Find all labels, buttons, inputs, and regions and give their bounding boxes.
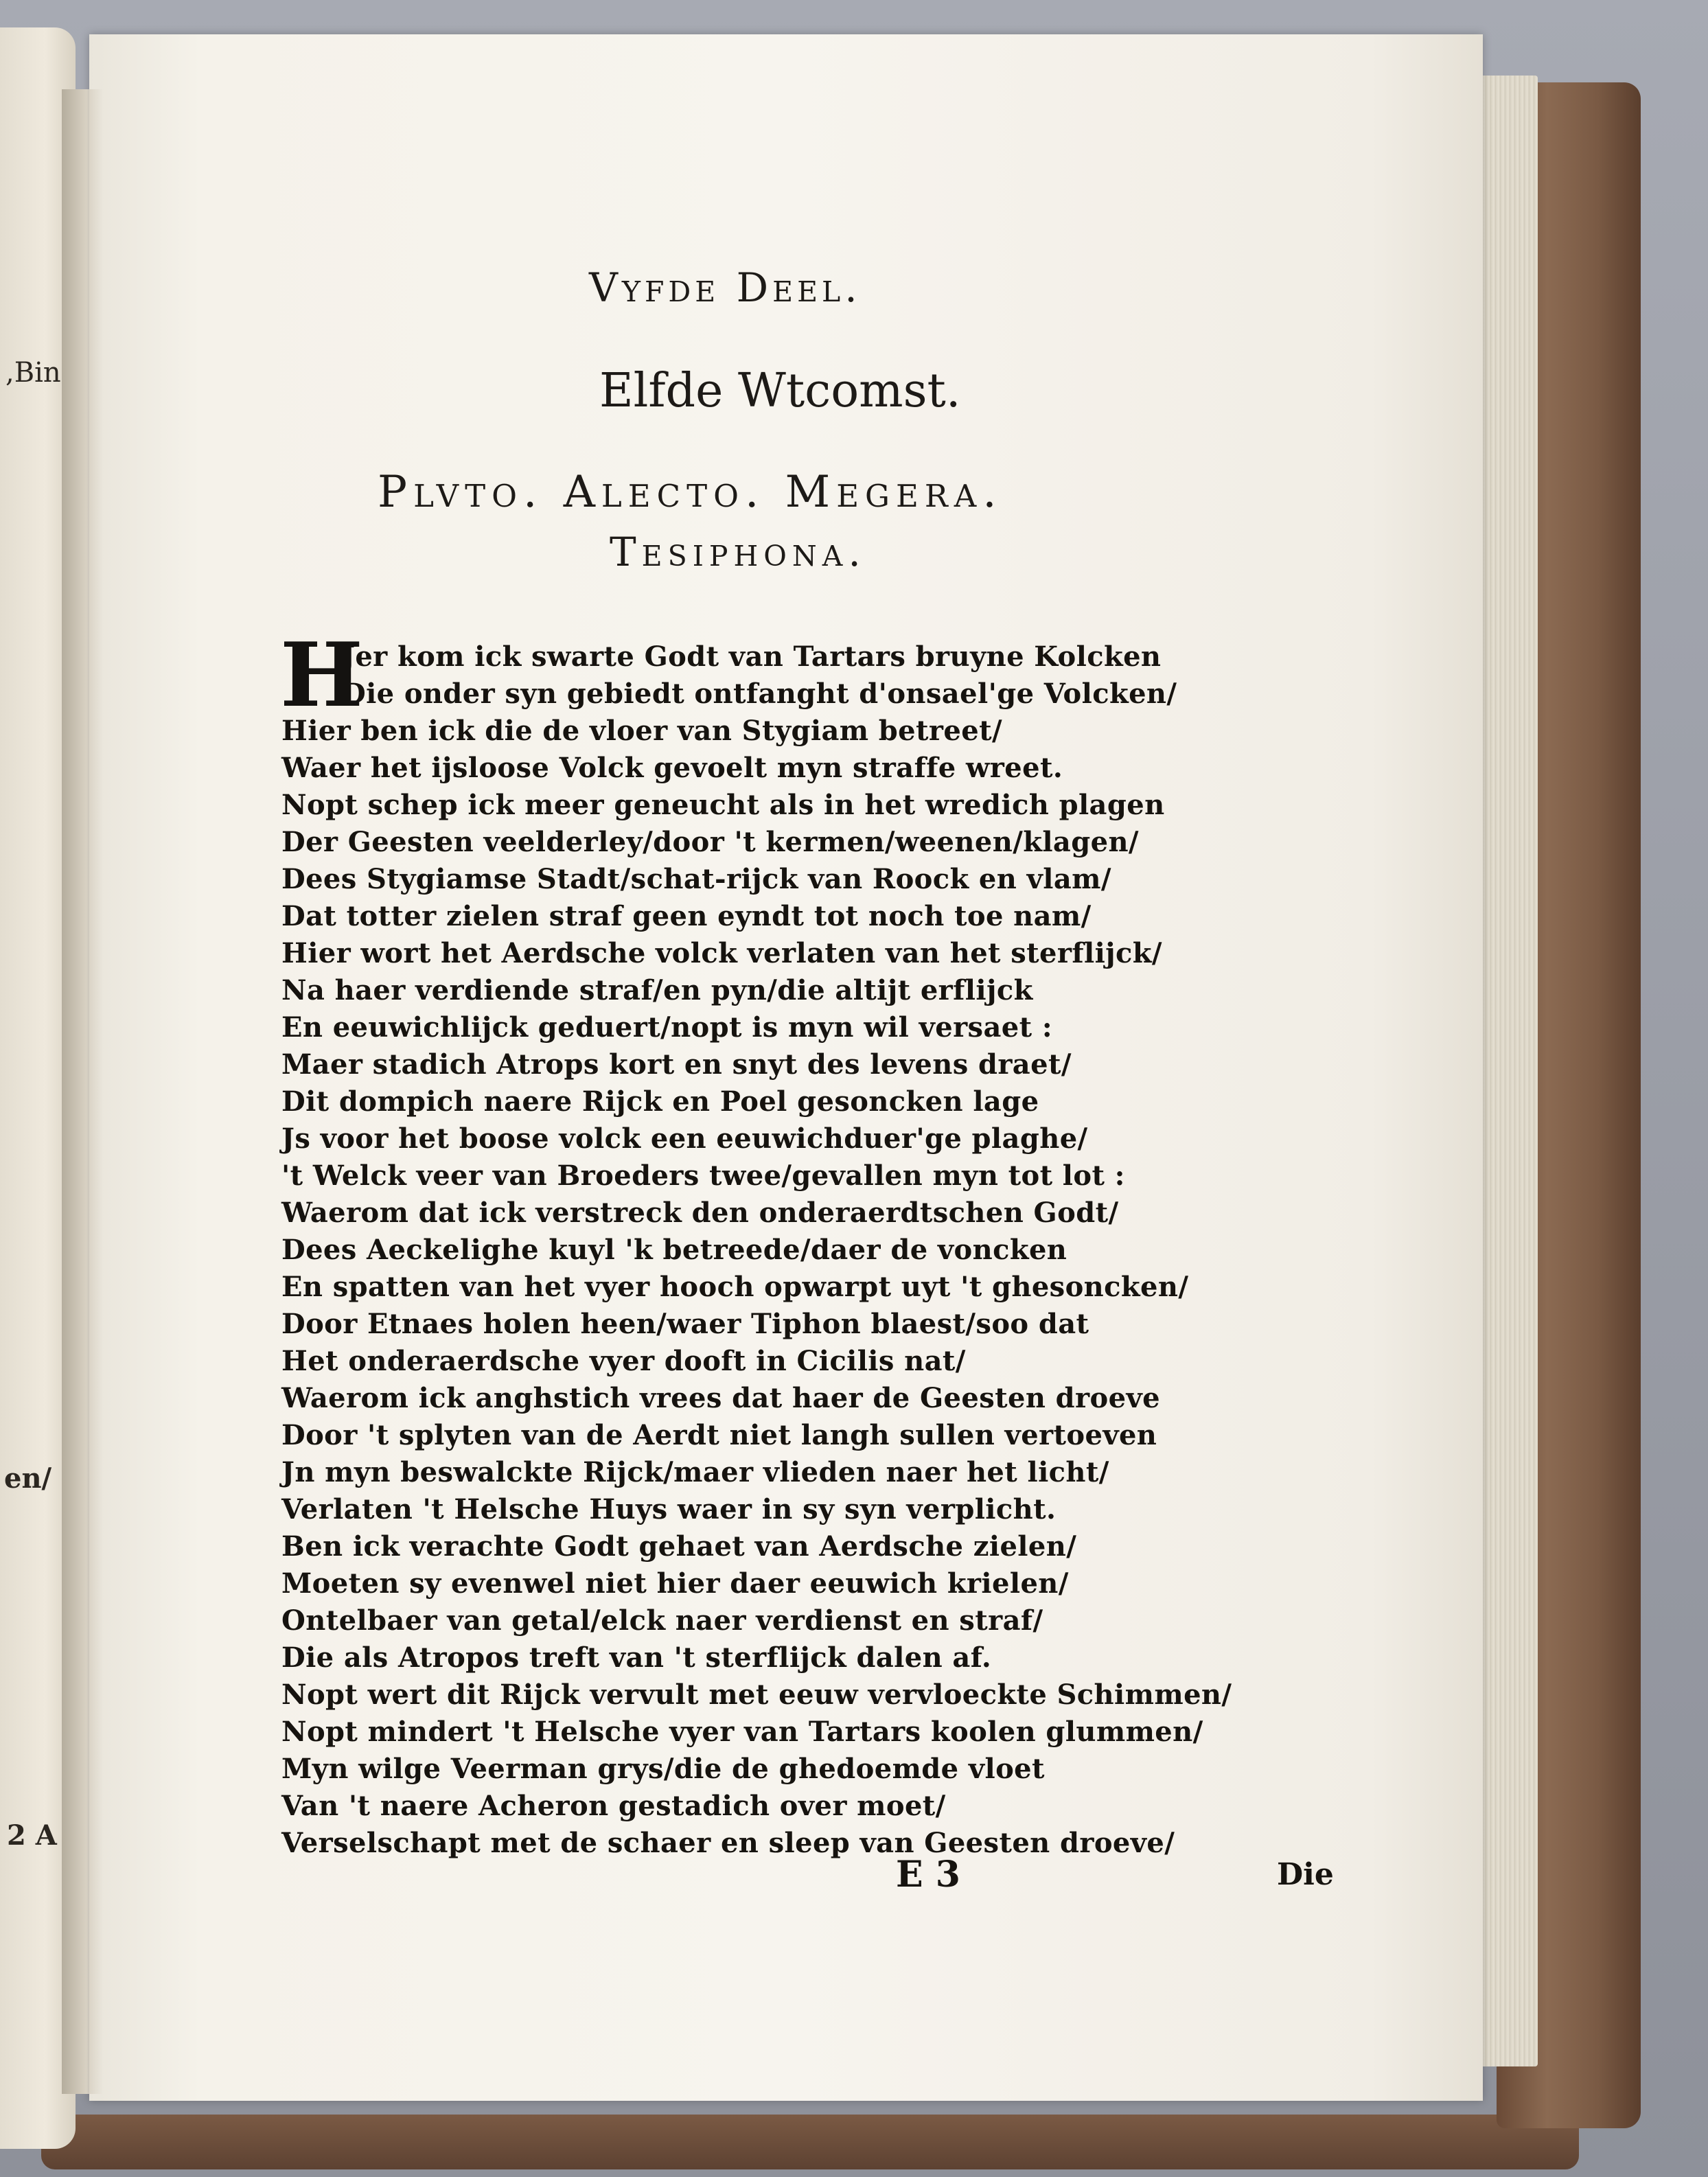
- catchword: Die: [1277, 1857, 1334, 1892]
- verse-line: Jn myn beswalckte Rijck/maer vlieden naer het licht/: [281, 1456, 1109, 1488]
- left-page-fragment: ,Bin: [5, 357, 61, 389]
- left-page-fragment: en/: [4, 1462, 52, 1495]
- verse-line: Na haer verdiende straf/en pyn/die altijt erflijck: [281, 974, 1033, 1006]
- section-title: Elfde Wtcomst.: [599, 364, 961, 418]
- verse-line: Waer het ijsloose Volck gevoelt myn straffe wreet.: [281, 752, 1063, 784]
- verse-line: Verlaten 't Helsche Huys waer in sy syn verplicht.: [281, 1493, 1057, 1525]
- verse-line: Dat totter zielen straf geen eyndt tot noch toe nam/: [281, 900, 1092, 932]
- verse-line: Door Etnaes holen heen/waer Tiphon blaest/soo dat: [281, 1308, 1089, 1340]
- signature-mark: E 3: [896, 1854, 960, 1896]
- left-page-fragment: 2 A: [7, 1819, 57, 1852]
- verse-line: Nopt schep ick meer geneucht als in het wredich plagen: [281, 789, 1165, 821]
- verse-line: Maer stadich Atrops kort en snyt des levens draet/: [281, 1048, 1072, 1081]
- book-cover-bottom: [41, 2115, 1579, 2169]
- verse-line: Nopt wert dit Rijck vervult met eeuw vervloeckte Schimmen/: [281, 1679, 1232, 1711]
- running-head: Vyfde Deel.: [589, 264, 862, 311]
- character-list: Plvto. Alecto. Megera.: [378, 467, 1003, 518]
- verse-line: Hier ben ick die de vloer van Stygiam betreet/: [281, 715, 1002, 747]
- verse-line: Der Geesten veelderley/door 't kermen/weenen/klagen/: [281, 826, 1139, 858]
- drop-cap: H: [280, 624, 363, 727]
- verse-line: Waerom dat ick verstreck den onderaerdtschen Godt/: [281, 1197, 1119, 1229]
- character-list-continued: Tesiphona.: [610, 529, 866, 575]
- verse-line: Die onder syn gebiedt ontfanght d'onsael'ge Volcken/: [342, 678, 1177, 710]
- verse-block: [280, 624, 1352, 1862]
- verse-line: Ontelbaer van getal/elck naer verdienst en straf/: [281, 1604, 1043, 1637]
- verse-line: Die als Atropos treft van 't sterflijck dalen af.: [281, 1642, 992, 1674]
- verse-line: Myn wilge Veerman grys/die de ghedoemde vloet: [281, 1753, 1045, 1785]
- verse-line: En eeuwichlijck geduert/nopt is myn wil versaet :: [281, 1011, 1052, 1044]
- page-gutter: [62, 89, 103, 2094]
- verse-line: Hier wort het Aerdsche volck verlaten van het sterflijck/: [281, 937, 1162, 969]
- verse-line: Waerom ick anghstich vrees dat haer de Geesten droeve: [281, 1382, 1160, 1414]
- verse-line: Dees Stygiamse Stadt/schat-rijck van Roock en vlam/: [281, 863, 1111, 895]
- verse-line: Js voor het boose volck een eeuwichduer'ge plaghe/: [281, 1122, 1088, 1155]
- verse-line: Van 't naere Acheron gestadich over moet/: [281, 1790, 946, 1822]
- verse-line: Ben ick verachte Godt gehaet van Aerdsche zielen/: [281, 1530, 1077, 1563]
- verse-line: En spatten van het vyer hooch opwarpt uyt 't ghesoncken/: [281, 1271, 1189, 1303]
- verse-line: Door 't splyten van de Aerdt niet langh sullen vertoeven: [281, 1419, 1157, 1451]
- verse-line: Het onderaerdsche vyer dooft in Cicilis nat/: [281, 1345, 966, 1377]
- verse-line: Jer kom ick swarte Godt van Tartars bruyne Kolcken: [342, 641, 1162, 673]
- verse-line: 't Welck veer van Broeders twee/gevallen myn tot lot :: [281, 1160, 1125, 1192]
- verse-line: Nopt mindert 't Helsche vyer van Tartars koolen glummen/: [281, 1716, 1203, 1748]
- verse-line: Verselschapt met de schaer en sleep van Geesten droeve/: [281, 1827, 1175, 1859]
- verse-line: Moeten sy evenwel niet hier daer eeuwich krielen/: [281, 1567, 1069, 1600]
- verse-line: Dit dompich naere Rijck en Poel gesoncken lage: [281, 1085, 1039, 1118]
- verse-line: Dees Aeckelighe kuyl 'k betreede/daer de voncken: [281, 1234, 1068, 1266]
